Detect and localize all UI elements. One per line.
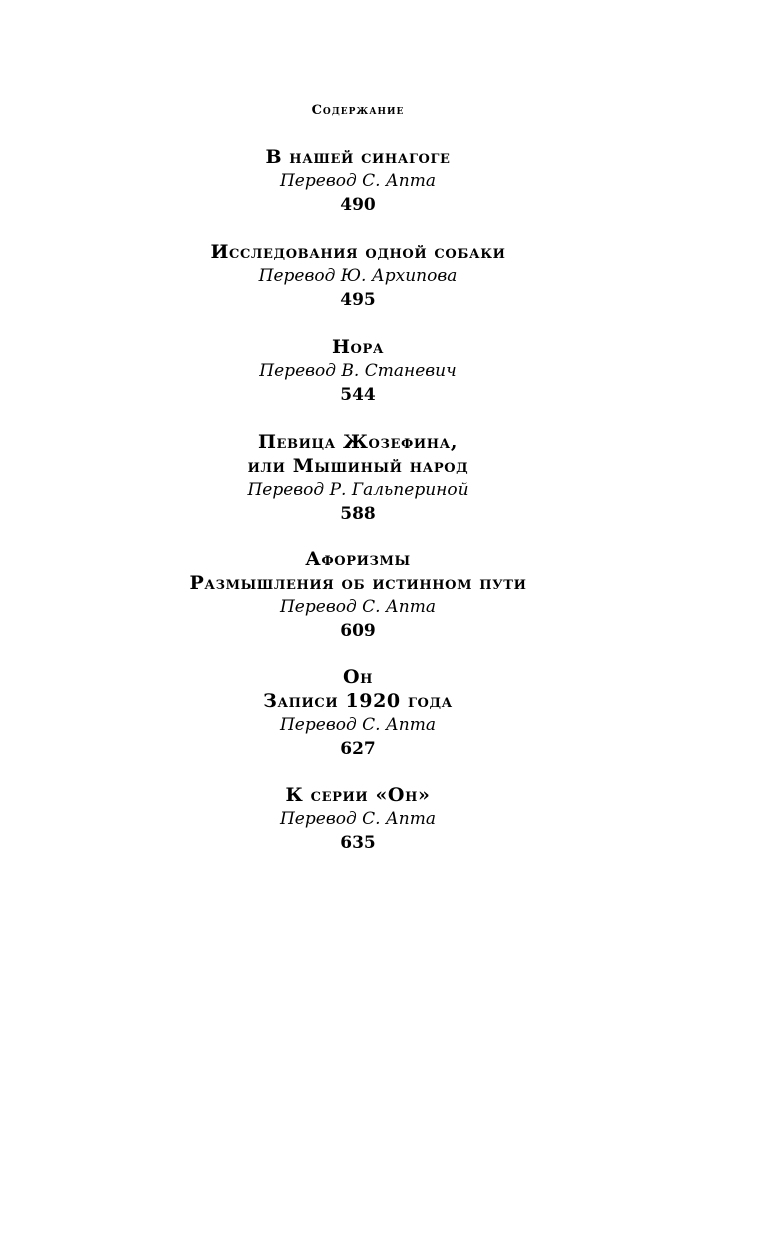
entry-page-number: 609 (340, 621, 376, 641)
entry-title-line-1: Он (342, 666, 374, 688)
entry-page-number: 544 (340, 385, 376, 405)
entry-title: К серии «Он» (285, 784, 431, 806)
toc-entry (0, 145, 716, 217)
entry-page-number: 627 (340, 739, 376, 759)
entry-title: Исследования одной собаки (210, 241, 506, 263)
entry-page-number: 635 (340, 833, 376, 853)
entry-title: В нашей синагоге (265, 146, 451, 168)
entry-page-number: 588 (340, 504, 376, 524)
toc-entry (0, 240, 716, 312)
entry-title-line-1: Афоризмы (305, 548, 411, 570)
entry-translator: Перевод В. Станевич (259, 361, 457, 381)
entry-title-line-2: или Мышиный народ (247, 455, 469, 477)
toc-entry (0, 430, 716, 526)
toc-entry (0, 783, 716, 855)
entry-title-line-1: Певица Жозефина, (257, 431, 459, 453)
entry-page-number: 495 (340, 290, 376, 310)
entry-page-number: 490 (340, 195, 376, 215)
entry-translator: Перевод С. Апта (279, 809, 437, 829)
entry-translator: Перевод Ю. Архипова (258, 266, 458, 286)
entry-translator: Перевод Р. Гальпериной (247, 480, 469, 500)
entry-translator: Перевод С. Апта (279, 715, 437, 735)
entry-translator: Перевод С. Апта (279, 171, 437, 191)
toc-entry (0, 547, 716, 643)
running-head: Содержание (311, 103, 405, 118)
entry-title-line-2: Размышления об истинном пути (189, 572, 527, 594)
entry-title: Нора (331, 336, 385, 358)
entry-title-line-2: Записи 1920 года (263, 690, 453, 712)
toc-entry (0, 665, 716, 761)
toc-entry (0, 335, 716, 407)
entry-translator: Перевод С. Апта (279, 597, 437, 617)
